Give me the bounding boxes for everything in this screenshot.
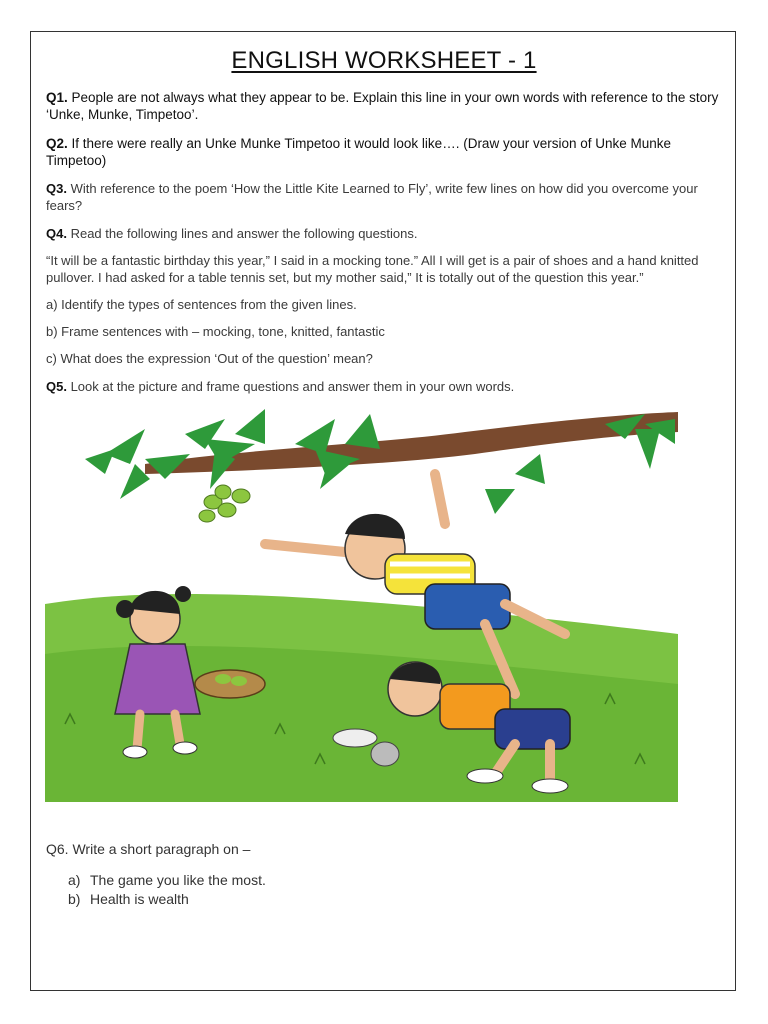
- question-4-passage: “It will be a fantastic birthday this year,” I said in a mocking tone.” All I will get is a pair of shoes and a hand knitted pullover. I had asked for a table tennis set, but my mother said,” It is totally out of the question this year.”: [46, 253, 699, 285]
- question-3: [46, 180, 726, 214]
- question-1: [46, 89, 726, 123]
- question-5: [46, 378, 726, 395]
- question-6-list: [68, 871, 266, 909]
- question-1-label: Q1.: [46, 90, 68, 105]
- question-5-label: Q5.: [46, 379, 67, 394]
- question-2-label: Q2.: [46, 136, 68, 151]
- list-item: [68, 871, 266, 890]
- question-4b: b) Frame sentences with – mocking, tone, knitted, fantastic: [46, 324, 385, 339]
- question-6: Q6. Write a short paragraph on –: [46, 841, 251, 857]
- question-4a: a) Identify the types of sentences from the given lines.: [46, 297, 357, 312]
- list-item-text: The game you like the most.: [90, 872, 266, 888]
- list-item: [68, 890, 266, 909]
- question-3-label: Q3.: [46, 181, 67, 196]
- question-3-text: With reference to the poem ‘How the Little Kite Learned to Fly’, write few lines on how did you overcome your fears?: [46, 181, 698, 213]
- list-item-text: Health is wealth: [90, 891, 189, 907]
- question-2: [46, 135, 726, 169]
- basket: [195, 670, 265, 698]
- question-5-text: Look at the picture and frame questions and answer them in your own words.: [66, 379, 515, 394]
- question-4-text: Read the following lines and answer the following questions.: [66, 226, 418, 241]
- mango-tree-illustration: [45, 404, 678, 802]
- question-1-text: People are not always what they appear to be. Explain this line in your own words with reference to the story ‘Unke, Munke, Timpetoo’.: [46, 90, 719, 122]
- worksheet-title: ENGLISH WORKSHEET - 1: [231, 47, 537, 74]
- question-4: [46, 225, 726, 242]
- question-2-text: If there were really an Unke Munke Timpetoo it would look like…. (Draw your version of Unke Munke Timpetoo): [46, 136, 672, 168]
- question-4c: c) What does the expression ‘Out of the question’ mean?: [46, 351, 373, 366]
- list-marker: b): [68, 891, 81, 907]
- question-4-label: Q4.: [46, 226, 67, 241]
- list-marker: a): [68, 872, 81, 888]
